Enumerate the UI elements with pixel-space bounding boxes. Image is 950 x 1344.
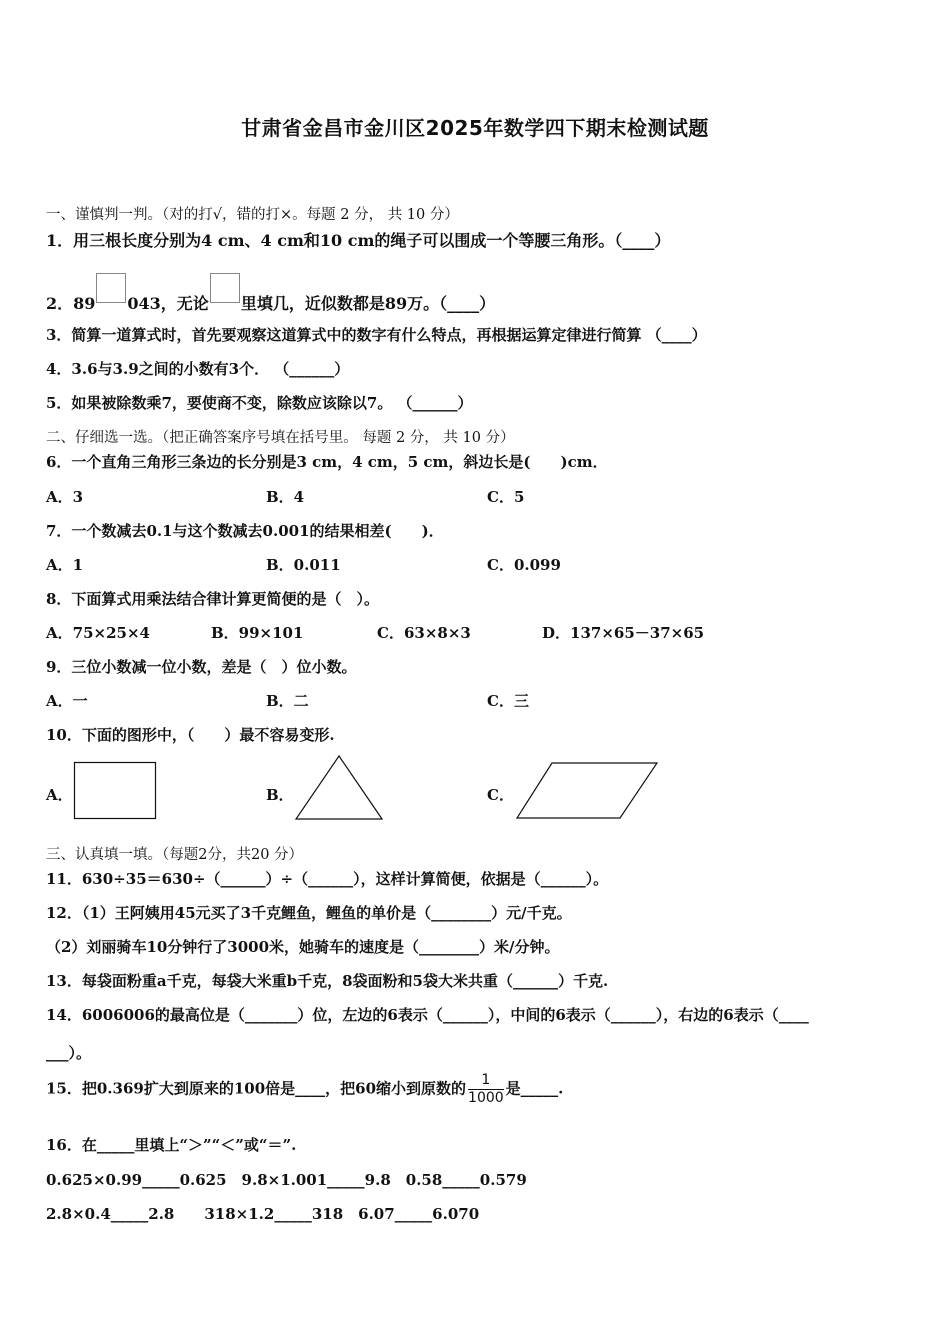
fraction-numerator: 1 (468, 1072, 504, 1090)
question-5: 5．如果被除数乘7，要使商不变，除数应该除以7。 （______） (46, 394, 473, 412)
section-1-heading: 一、谨慎判一判。（对的打√，错的打×。每题 2 分， 共 10 分） (46, 207, 459, 223)
question-6-option-b: B．4 (266, 488, 305, 506)
question-4: 4．3.6与3.9之间的小数有3个． （______） (46, 360, 350, 378)
question-7-option-a: A．1 (46, 556, 84, 574)
fraction (468, 1072, 504, 1107)
question-9: 9．三位小数减一位小数，差是（ ）位小数。 (46, 658, 357, 676)
blank-box-2 (210, 273, 240, 303)
question-10-option-b: B． (266, 786, 294, 804)
question-15-part-a: 15．把0.369扩大到原来的100倍是____，把60缩小到原数的 (46, 1079, 467, 1098)
section-2-heading: 二、仔细选一选。（把正确答案序号填在括号里。 每题 2 分， 共 10 分） (46, 430, 515, 446)
question-7: 7．一个数减去0.1与这个数减去0.001的结果相差( )． (46, 522, 444, 540)
question-7-option-b: B．0.011 (266, 556, 341, 574)
question-10-option-c: C． (487, 786, 514, 804)
page-title: 甘肃省金昌市金川区2025年数学四下期末检测试题 (241, 116, 709, 140)
question-9-option-a: A．一 (46, 692, 88, 710)
question-6: 6．一个直角三角形三条边的长分别是3 cm，4 cm，5 cm，斜边长是( )cm． (46, 453, 608, 471)
blank-box-1 (96, 273, 126, 303)
question-15-part-b: 是_____. (505, 1079, 564, 1098)
question-6-option-c: C．5 (487, 488, 525, 506)
question-11: 11．630÷35＝630÷（______）÷（______），这样计算简便，依据是（______）。 (46, 870, 609, 888)
question-16-row-2: 2.8×0.4_____2.8 318×1.2_____318 6.07_____6.070 (46, 1205, 480, 1223)
question-8-option-d: D．137×65－37×65 (542, 624, 705, 642)
parallelogram-figure (515, 761, 660, 821)
triangle-figure (294, 754, 386, 822)
question-3: 3．简算一道算式时，首先要观察这道算式中的数字有什么特点，再根据运算定律进行简算 （____） (46, 326, 707, 344)
question-2-part-c: 里填几，近似数都是89万。（____） (240, 294, 496, 313)
question-8: 8．下面算式用乘法结合律计算更简便的是（ ）。 (46, 590, 379, 608)
question-16: 16．在_____里填上“＞”“＜”或“＝”. (46, 1136, 297, 1154)
question-8-option-c: C．63×8×3 (377, 624, 471, 642)
question-7-option-c: C．0.099 (487, 556, 561, 574)
question-9-option-c: C．三 (487, 692, 529, 710)
question-1: 1．用三根长度分别为4 cm、4 cm和10 cm的绳子可以围成一个等腰三角形。（____） (46, 231, 671, 250)
fraction-denominator: 1000 (468, 1090, 504, 1106)
question-9-option-b: B．二 (266, 692, 309, 710)
question-15 (46, 1072, 563, 1107)
question-12-part-1: 12．（1）王阿姨用45元买了3千克鲤鱼，鲤鱼的单价是（________）元/千克。 (46, 904, 572, 922)
question-2-part-a: 2．89 (46, 294, 96, 313)
question-2-part-b: 043，无论 (127, 294, 209, 313)
question-14: 14．6006006的最高位是（_______）位，左边的6表示（______），中间的6表示（______），右边的6表示（____ (46, 1006, 809, 1024)
question-14-continued: ___）。 (46, 1044, 92, 1062)
rectangle-figure (73, 761, 157, 821)
section-3-heading: 三、认真填一填。（每题2分，共20 分） (46, 847, 304, 863)
question-16-row-1: 0.625×0.99_____0.625 9.8×1.001_____9.8 0.58_____0.579 (46, 1171, 527, 1189)
question-10-option-a: A． (46, 786, 73, 804)
question-10: 10．下面的图形中，（ ）最不容易变形. (46, 726, 335, 744)
question-13: 13．每袋面粉重a千克，每袋大米重b千克，8袋面粉和5袋大米共重（______）千克. (46, 972, 609, 990)
question-8-option-b: B．99×101 (211, 624, 304, 642)
question-12-part-2: （2）刘丽骑车10分钟行了3000米，她骑车的速度是（________）米/分钟。 (46, 938, 560, 956)
question-6-option-a: A．3 (46, 488, 84, 506)
question-2 (46, 273, 495, 314)
question-8-option-a: A．75×25×4 (46, 624, 150, 642)
